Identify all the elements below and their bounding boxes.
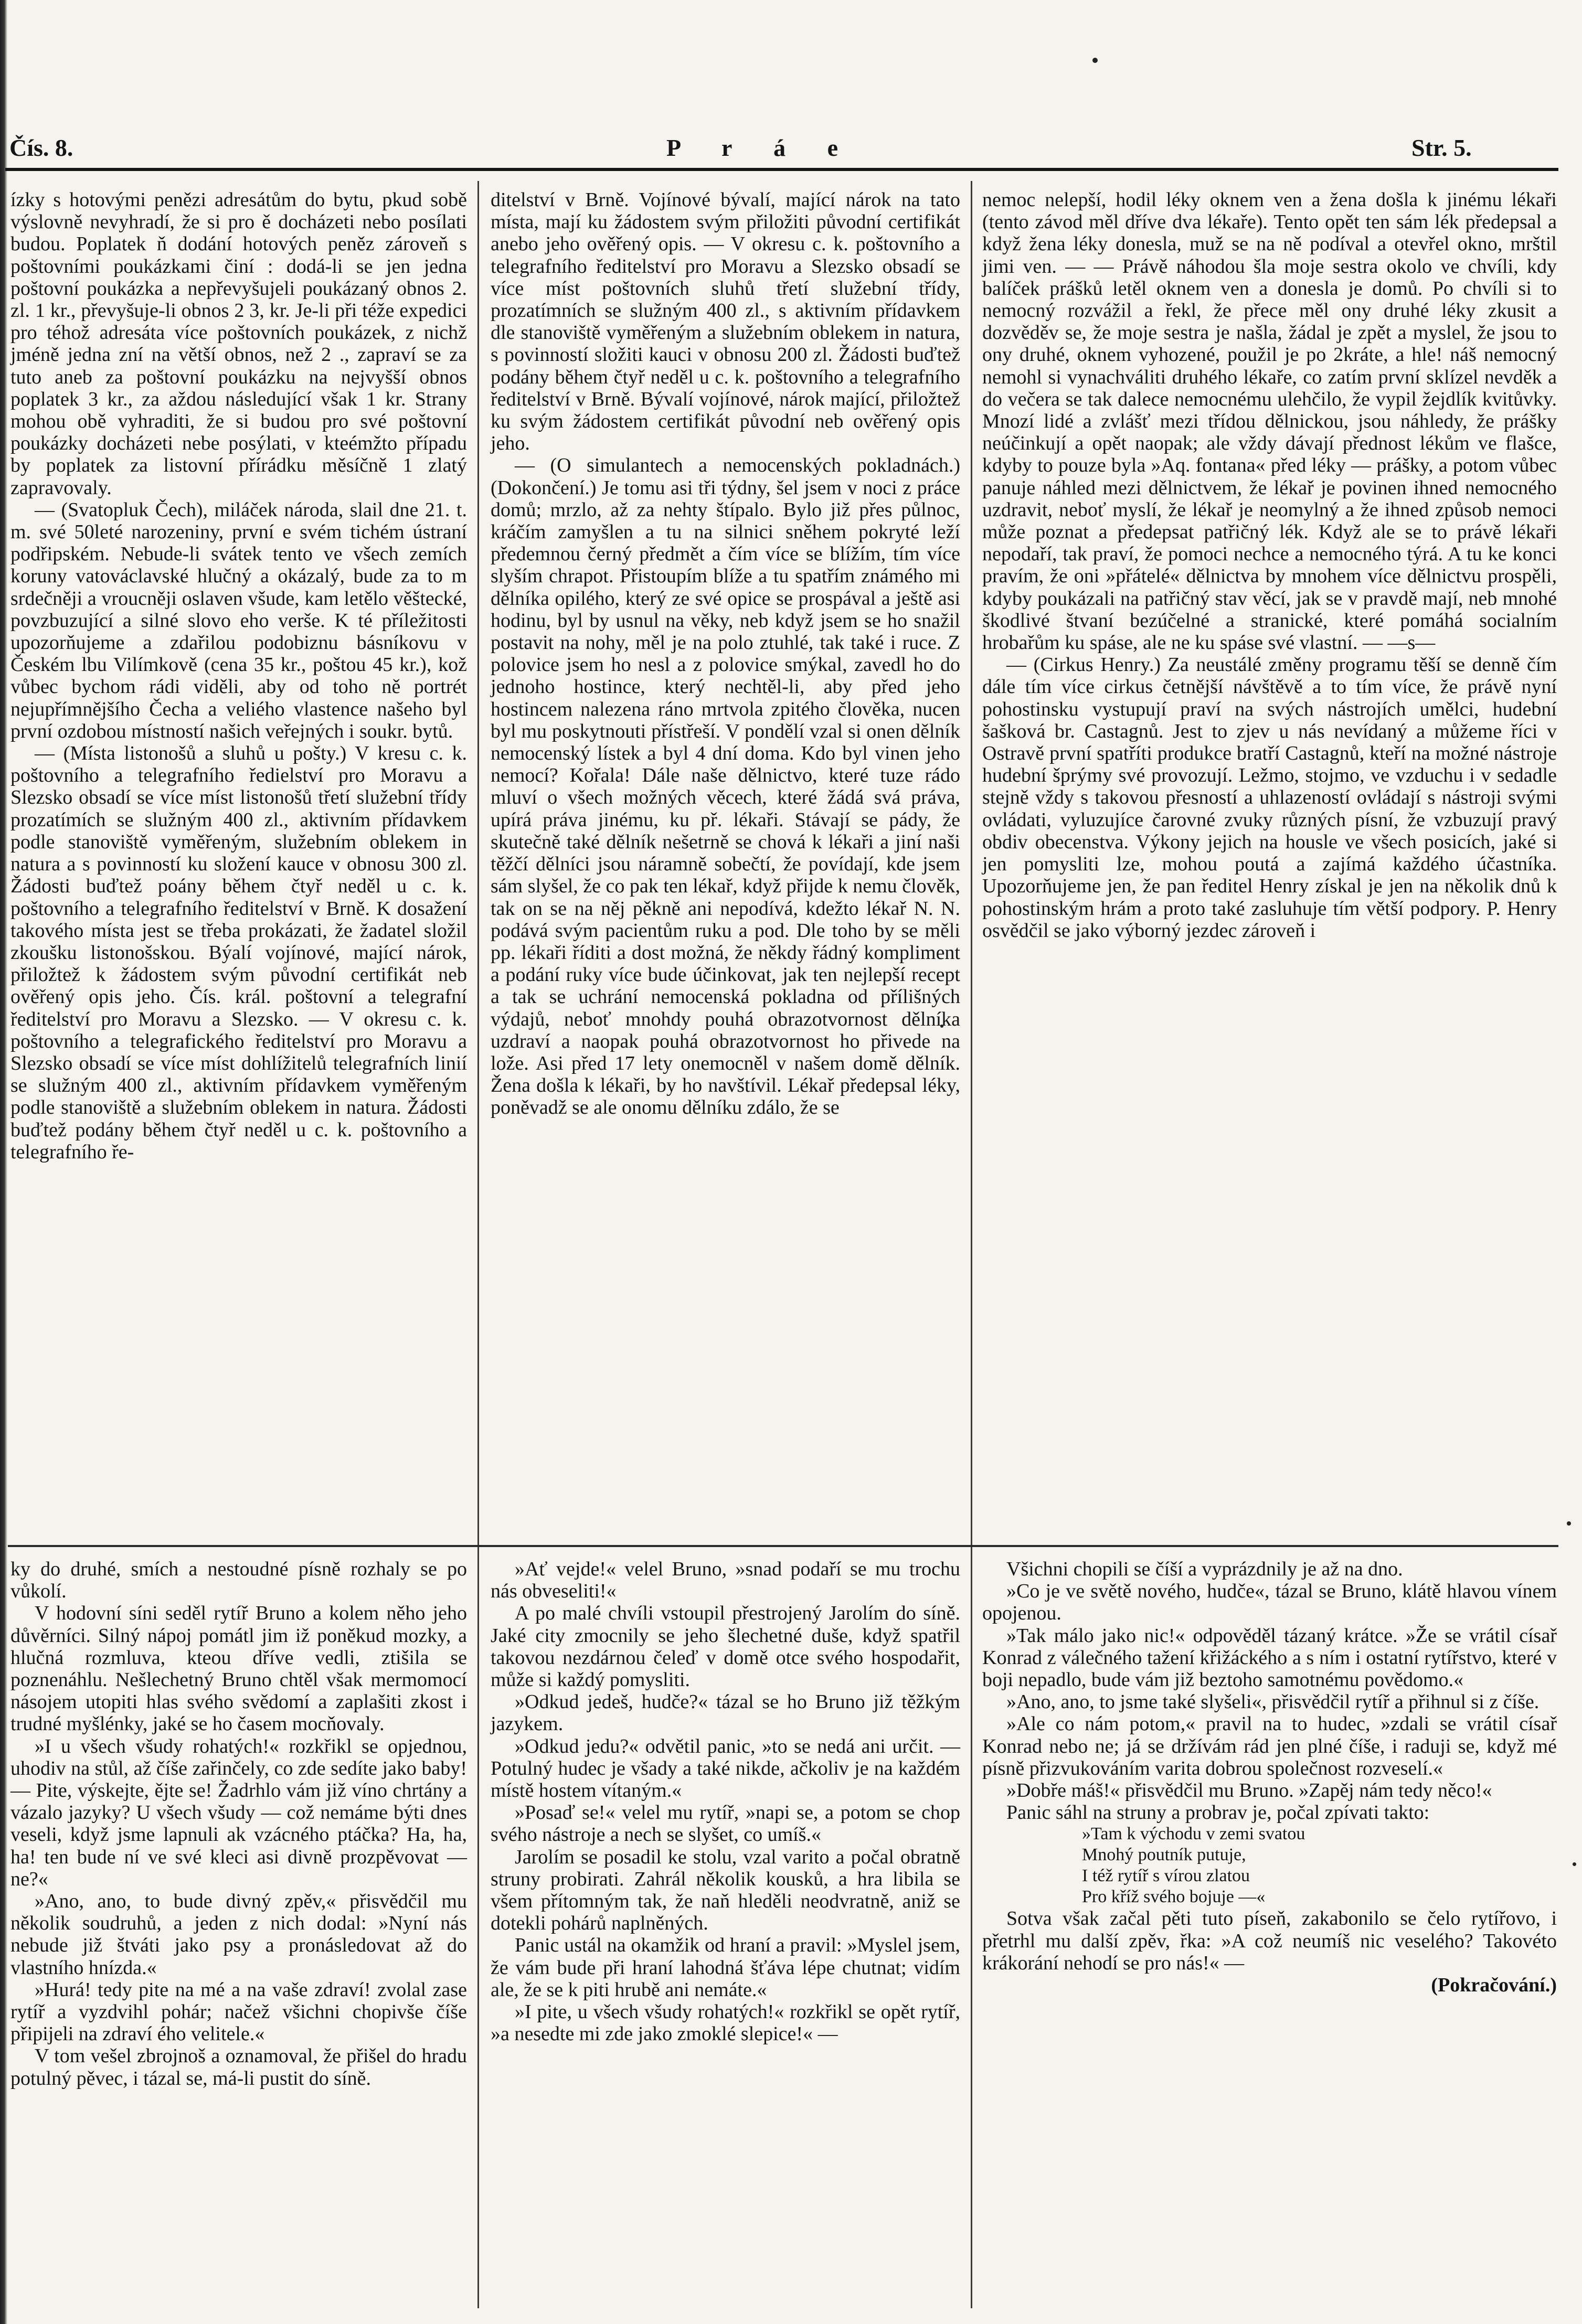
issue-number: Čís. 8. <box>9 134 73 161</box>
story-paragraph: »Posaď se!« velel mu rytíř, »napi se, a potom se chop svého nástroje a nech se slyšet, co umíš.« <box>491 1801 960 1846</box>
story-paragraph: V hodovní síni seděl rytíř Bruno a kolem něho jeho důvěrníci. Silný nápoj pomátl jim iž poněkud mozky, a hlučná rozmluva, kteou dříve vedli, ztišila se poznenáhlu. Nešlechetný Bruno chtěl však mermomocí násojem utopiti hlas svého svědomí a zaplašiti zkost i trudné myšlénky, jaké se ho časem mocňovaly. <box>10 1602 467 1735</box>
scan-speck <box>1567 1521 1571 1526</box>
article-paragraph: nemoc nelepší, hodil léky oknem ven a žena došla k jinému lékaři (tento závod měl dříve dva lékaře). Tento opět ten sám lék předepsal a když žena léky donesla, muž se na ně podíval a otevřel okno, mrštil jimi ven. — — Právě náhodou šla moje sestra okolo ve chvíli, kdy balíček prášků letěl oknem ven a donesla je domů. Po chvíli si to nemocný rozvážil a řekl, že přece měl ony druhé léky zkusit a dozvěděv se, že moje sestra je našla, žádal je zpět a myslel, že jsou to ony druhé, oknem vyhozené, použil je po 2kráte, a hle! náš nemocný nemohl si vynachváliti druhého lékaře, co zatím první sklízel nevděk a do večera se tak dalece nemocnému ulehčilo, že vypil žejdlík kvitůvky. Mnozí lidé a zvlášť mezi třídou dělnickou, jsou náhledy, že prášky neúčinkují a opět naopak; ale vždy dávají přednost lékům ve flašce, kdyby to pouze byla »Aq. fontana« před léky — prášky, a potom vůbec panuje náhled mezi dělnictvem, že lékař je povinen ihned nemocného uzdravit, neboť myslí, že lékař je neomylný a že ihned způsob nemoci může poznat a předepsat patřičný lék. Když ale se to právě lékaři nepodaří, tak praví, že pomoci nechce a nemocného týrá. A tu ke konci pravím, že oni »přátelé« dělnictva by mnohem více dělnictvu prospěli, kdyby poukázali na patřičný stav věcí, jak se v pravdě mají, neb mnohé škodlivé štvaní bezúčelné a stranické, které pomáhá socialním hrobařům ku spáse, ale ne ku spáse své vlastní. — —s— <box>982 189 1557 654</box>
story-paragraph: Všichni chopili se číší a vyprázdnily je až na dno. <box>1006 1558 1403 1580</box>
song-verse-line: »Tam k východu v zemi svatou <box>1082 1824 1305 1844</box>
story-paragraph: Sotva však začal pěti tuto píseň, zakabonilo se čelo rytířovo, i přetrhl mu další zpěv, řka: »A což neumíš nic veselého? Takovéto krákorání nehodí se pro nás!« — <box>982 1907 1557 1974</box>
page-number: Str. 5. <box>1411 134 1472 161</box>
article-paragraph: ízky s hotovými penězi adresátům do bytu, pkud sobě výslovně nevyhradí, že si pro ě docházeti nebo posílati budou. Poplatek ň dodání hotových peněz zároveň s poštovními poukázkami činí : dodá-li se jen jedna poštovní poukázka a nepřevyšujeli poukázaný obnos 2. zl. 1 kr., převyšuje-li obnos 2 3, kr. Je-li při téže expedici pro téhož adresáta více poštovních poukázek, z nichž jméně jedna zní na větší obnos, než 2 ., zapraví se za tuto aneb za poštovní poukázku na nejvyšší obnos poplatek 3 kr., za aždou následující však 1 kr. Strany mohou obě vyhraditi, že si budou pro své poštovní poukázky docházeti nebe posýlati, v kteémžto případu by poplatek za listovní přírádku měsíčně 1 zlatý zapravovaly. <box>10 189 467 499</box>
scan-speck <box>1092 58 1098 63</box>
article-cirkus-henry: — (Cirkus Henry.) Za neustálé změny programu těší se denně čím dále tím více cirkus četnější návštěvě a to tím více, že právě nyní pohostinsku vystupují praví na svých nástrojích umělci, hudební šašková br. Castagnů. Jest to zjev u nás nevídaný a můžeme říci v Ostravě první spatříti produkce bratří Castagnů, kteří na možné nástroje hudební šprýmy své provozují. Ležmo, stojmo, ve vzduchu i v sedadle stejně vždy s takovou přesností a uhlazeností ovládají s nástroji svými ovládati, vyluzujíce čarovné zvuky různých písní, že vzbuzují pravý obdiv obecenstva. Výkony jejich na housle ve všech posicích, jaké si jen pomysliti lze, mohou poutá a zajímá každého účastníka. Upozorňujeme jen, že pan ředitel Henry získal je jen na několik dnů k pohostinským hrám a proto také zasluhuje tím větší podpory. P. Henry osvědčil se jako výborný jezdec zároveň i <box>982 654 1557 942</box>
header-rule <box>5 168 1558 171</box>
news-column-1 <box>10 189 467 1163</box>
column-separator <box>477 181 479 2308</box>
story-paragraph: ky do druhé, smích a nestoudné písně rozhaly se po vůkolí. <box>10 1558 467 1603</box>
story-paragraph: »Ano, ano, to jsme také slyšeli«, přisvědčil rytíř a přihnul si z číše. <box>1006 1691 1539 1713</box>
story-paragraph: »Dobře máš!« přisvědčil mu Bruno. »Zapěj nám tedy něco!« <box>1006 1779 1492 1802</box>
story-paragraph: V tom vešel zbrojnoš a oznamoval, že přišel do hradu potulný pěvec, i tázal se, má-li pustit do síně. <box>10 2045 467 2090</box>
article-mista-listonosu: — (Místa listonošů a sluhů u pošty.) V kresu c. k. poštovního a telegrafního ředielství pro Moravu a Slezsko obsadí se více míst listonošů třetí služební třídy prozatímích se služným 400 zl., aktivním přídavkem podle stanoviště vyměřeným, služebním oblekem in natura a s povinností ku složení kauce v obnosu 300 zl. Žádosti buďtež poány během čtyř neděl u c. k. poštovního a telegrafního ředitelství v Brně. K dosažení takového místa jest se třeba prokázati, že žadatel složil zkoušku listonošskou. Býalí vojínové, mající nárok, přiložtež k žádostem svým původní certifikát neb ověřený opis jeho. Čís. král. poštovní a telegrafní ředitelství pro Moravu a Slezsko. — V okresu c. k. poštovního a telegrafického ředitelství pro Moravu a Slezsko obsadí se více míst dohlížitelů telegrafních linií se služným 400 zl., aktivním přídavkem vyměřeným podle stanoviště a služebním oblekem in natura. Žádosti buďtež podány během čtyř neděl u c. k. poštovního a telegrafního ře- <box>10 742 467 1163</box>
continued-note: (Pokračování.) <box>1431 1974 1557 1997</box>
story-paragraph: A po malé chvíli vstoupil přestrojený Jarolím do síně. Jaké city zmocnily se jeho šlechetné duše, když spatřil takovou nezdárnou čeleď v domě otce svého hospodařit, může si každý pomysliti. <box>491 1602 960 1691</box>
story-paragraph: Panic sáhl na struny a probrav je, počal zpívati takto: <box>1006 1801 1430 1824</box>
story-paragraph: »I u všech všudy rohatých!« rozkřikl se opjednou, uhodiv na stůl, až číše zařinčely, co zde sedíte jako baby! — Pite, výskejte, ějte se! Žadrhlo vám již víno chrtány a vázalo jazyky? U všech všudy — což nemáme býti dnes veseli, když jsme lapnuli ak vzácného ptáčka? Ha, ha, ha! ten bude ní ve své kleci asi divně prozpěvovat — ne?« <box>10 1735 467 1890</box>
article-o-simulantech: — (O simulantech a nemocenských pokladnách.) (Dokončení.) Je tomu asi tři týdny, šel jsem v noci z práce domů; mrzlo, až za nehty štípalo. Bylo již přes půlnoc, kráčím zamyšlen a tu na silnici sněhem pokryté leží předemnou černý předmět a čím více se blížím, tím více slyším chrapot. Přistoupím blíže a tu spatřím známého mi dělníka opilého, který ze své opice se prospával a ještě asi hodinu, byl by usnul na věky, neb když jsem se ho snažil postavit na nohy, měl je na polo ztuhlé, tak také i ruce. Z polovice jsem ho nesl a z polovice smýkal, zavedl ho do jednoho hostince, který nechtěl-li, aby před jeho hostincem nalezena ráno mrtvola zpitého člověka, nucen byl mu poskytnouti přístřeší. V pondělí vzal si onen dělník nemocenský lístek a byl 4 dní doma. Kdo byl vinen jeho nemocí? Kořala! Dále naše dělnictvo, které tuze rádo mluví o všech možných věcech, které žádá svá práva, upírá práva jinému, ku př. lékaři. Stávají se pády, že skutečně také dělník nešetrně se chová k lékaři a jiní naši těžčí dělníci jsou náramně sobečtí, že povídají, kde jsem sám slyšel, že co pak ten lékař, když přijde k nemu člověk, tak on se na něj pěkně ani nepodívá, kdežto lékař N. N. podává svým pacientům ruku a pod. Dle toho by se měli pp. lékaři říditi a dost možná, že někdy řádný kompliment a podání ruky více bude účinkovat, jak ten nejlepší recept a tak se uchrání nemocenská pokladna od přílišných výdajů, neboť mnohdy pouhá obrazotvornost dělníka uzdraví a naopak pouhá obrazotvornost ho přivede na lože. Asi před 17 lety onemocněl v našem domě dělník. Žena došla k lékaři, by ho navštívil. Lékař předepsal léky, poněvadž se ale onomu dělníku zdálo, že se <box>491 454 960 1119</box>
scan-edge <box>0 0 7 2324</box>
news-column-2 <box>491 189 960 1119</box>
story-paragraph: »Ale co nám potom,« pravil na to hudec, »zdali se vrátil císař Konrad nebo ne; já se držívám rád jen plné číše, i raduji se, když mé písně přizvukováním varita dobrou společnost rozveselí.« <box>982 1713 1557 1779</box>
story-paragraph: »I pite, u všech všudy rohatých!« rozkřikl se opět rytíř, »a nesedte mi zde jako zmoklé slepice!« — <box>491 2001 960 2045</box>
column-separator <box>971 181 972 2308</box>
story-paragraph: »Tak málo jako nic!« odpověděl tázaný krátce. »Že se vrátil císař Konrad z válečného tažení křižáckého a s ním i ostatní rytířstvo, které v boji nepadlo, bude vám již beztoho samotnému povědomo.« <box>982 1624 1557 1691</box>
story-paragraph: »Ano, ano, to bude divný zpěv,« přisvědčil mu několik soudruhů, a jeden z nich dodal: »Nyní nás nebude již štváti jako psy a pronásledovat až do vlastního hnízda.« <box>10 1890 467 1979</box>
masthead-title: P r á e <box>666 134 856 161</box>
news-column-3 <box>982 189 1557 942</box>
story-paragraph: Jarolím se posadil ke stolu, vzal varito a počal obratně struny probirati. Zahrál několik kousků, a hra libila se všem přítomným tak, že naň hleděli neodvratně, aniž se dotekli pohárů naplněných. <box>491 1846 960 1935</box>
page-header <box>0 134 1582 170</box>
story-paragraph: »Hurá! tedy pite na mé a na vaše zdraví! zvolal zase rytíř a vyzdvihl pohár; načež všichni chopivše číše připijeli na zdraví ého velitele.« <box>10 1978 467 2045</box>
song-verse-line: I též rytíř s vírou zlatou <box>1082 1866 1250 1886</box>
song-verse-line: Mnohý poutník putuje, <box>1082 1845 1246 1865</box>
story-paragraph: »Odkud jedu?« odvětil panic, »to se nedá ani určit. — Potulný hudec je všady a také nikde, ačkoliv je na každém místě hostem vítaným.« <box>491 1735 960 1802</box>
story-paragraph: »Co je ve světě nového, hudče«, tázal se Bruno, klátě hlavou vínem opojenou. <box>982 1580 1557 1625</box>
article-svatopluk-cech: — (Svatopluk Čech), miláček národa, slail dne 21. t. m. své 50leté narozeniny, první e svém tichém ústraní podřipském. Nebude-li svátek tento ve všech zemích koruny vatováclavské hlučný a okázalý, bude za to m srdečněji a vroucněji oslaven všude, kam letělo věštecké, povzbuzující a silné slovo eho verše. K té příležitosti upozorňujeme a zdařilou podobiznu básníkovu v Českém lbu Vilímkově (cena 35 kr., poštou 45 kr.), kož vůbec bychom rádi viděli, aby od toho ně portrét nejupřímnějšího Čecha a veliého vlastence našeho byl první ozdobou místností našich veřejných i soukr. bytů. <box>10 498 467 742</box>
story-column-3 <box>982 1558 1557 1996</box>
story-paragraph: »Odkud jedeš, hudče?« tázal se ho Bruno již těžkým jazykem. <box>491 1691 960 1735</box>
story-paragraph: Panic ustál na okamžik od hraní a pravil: »Myslel jsem, že vám bude při hraní lahodná šťáva lépe chutnat; vidím ale, že se k piti hrubě ani nemáte.« <box>491 1934 960 2001</box>
story-column-1 <box>10 1558 467 2090</box>
song-verse-line: Pro kříž svého bojuje —« <box>1082 1887 1266 1907</box>
feuilleton-separator <box>8 1545 1558 1547</box>
scan-speck <box>1573 1862 1576 1866</box>
article-paragraph: ditelství v Brně. Vojínové bývalí, mající nárok na tato místa, mají ku žádostem svým přiložiti původní certifikát anebo jeho ověřený opis. — V okresu c. k. poštovního a telegrafního ředitelství pro Moravu a Slezsko obsadí se více míst poštovních sluhů třetí služební třídy, prozatímních se služným 400 zl., s aktivním přídavkem dle stanoviště vyměřeným a služebním oblekem in natura, s povinností složiti kauci v obnosu 200 zl. Žádosti buďtež podány během čtyř neděl u c. k. poštovního a telegrafního ředitelství v Brně. Bývalí vojínové, nárok mající, přiložtež ku svým žádostem certifikát původní neb ověřený opis jeho. <box>491 189 960 455</box>
story-paragraph: »Ať vejde!« velel Bruno, »snad podaří se mu trochu nás obveseliti!« <box>491 1558 960 1603</box>
story-column-2 <box>491 1558 960 2045</box>
